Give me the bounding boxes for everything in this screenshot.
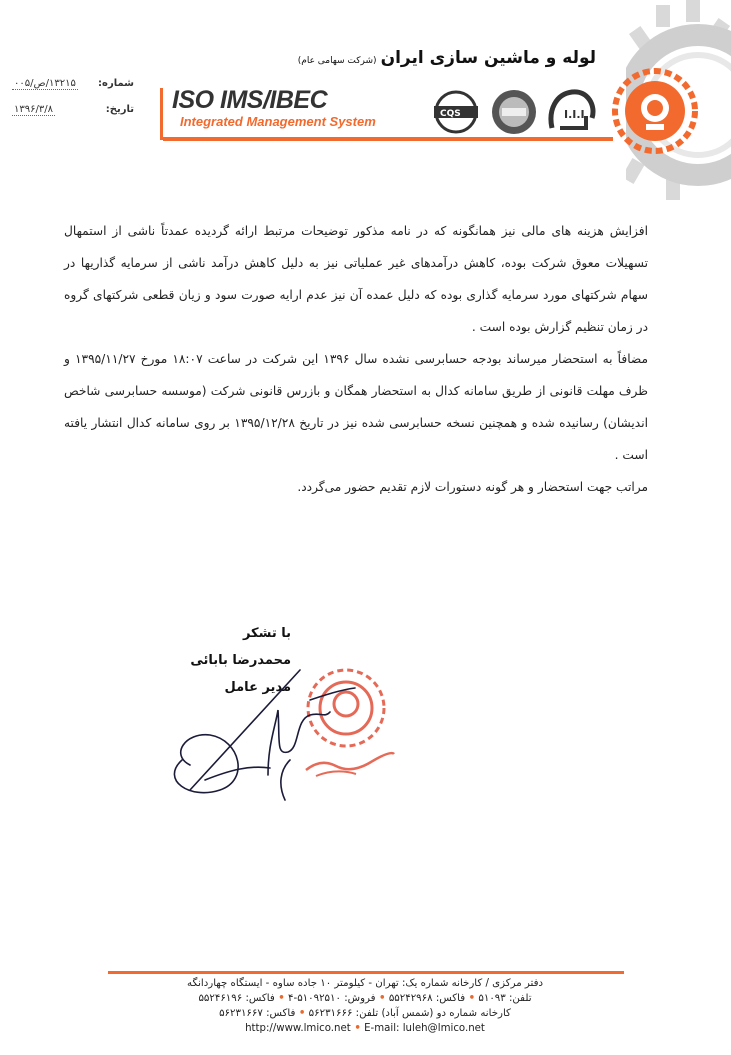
svg-text:CQS: CQS [440,109,461,119]
footer-sales: فروش: ۵۱۰۹۲۵۱۰-۴ [288,993,376,1004]
date-value: ۱۳۹۶/۳/۸ [14,104,53,115]
footer-email[interactable]: E-mail: luleh@lmico.net [364,1023,485,1034]
footer-website[interactable]: http://www.lmico.net [245,1023,351,1034]
signer-title: مدیر عامل [224,680,291,695]
paragraph-1: افزایش هزینه های مالی نیز همانگونه که در نامه مذکور توضیحات مرتبط ارائه گردیده عمدتاً ناشی از استمهال تسهیلات معوق شرکت بوده، کاهش درآمدهای غیر عملیاتی نیز به دلیل کاهش درآمد ناشی از سرمایه گذاریها در سهام شرکتهای مورد سرمایه گذاری بوده که دلیل عمده آن نیز عدم ارایه صورت سود و زیان قطعی شرکتهای گروه در زمان تنظیم گزارش بوده است . [64,224,648,334]
closing: با تشکر [242,626,291,641]
footer-contacts-2: کارخانه شماره دو (شمس آباد) تلفن: ۵۶۲۳۱۶۶۶ • فاکس: ۵۶۲۳۱۶۶۷ [219,1008,511,1019]
ref-number-row [12,78,134,90]
footer-phone: تلفن: ۵۱۰۹۳ [478,993,532,1004]
reference-block [12,78,134,130]
svg-text:I.I.I: I.I.I [564,108,585,121]
footer-factory2-fax: فاکس: ۵۶۲۳۱۶۶۷ [219,1008,296,1019]
certification-seal-icon [490,88,538,136]
date-label: تاریخ: [105,104,134,115]
paragraph-2: مضافاً به استحضار میرساند بودجه حسابرسی نشده سال ۱۳۹۶ این شرکت در ساعت ۱۸:۰۷ مورخ ۱۳۹۵/۱۱/۲۷ و ظرف مهلت قانونی از طریق سامانه کدال به استحضار همگان و بازرس قانونی شرکت (موسسه حسابرسی شاخص اندیشان) رسانیده شده و همچنین نسخه حسابرسی شده نیز در تاریخ ۱۳۹۵/۱۲/۲۸ بر روی سامانه کدال انتشار یافته است . [64,352,649,462]
standard-mark-icon [546,88,598,134]
handwritten-signature [150,640,380,820]
footer-web: E-mail: luleh@lmico.net • http://www.lmico.net [245,1023,485,1034]
footer-fax: فاکس: ۵۵۲۴۲۹۶۸ [388,993,466,1004]
footer-contacts-1: تلفن: ۵۱۰۹۳ • فاکس: ۵۵۲۴۲۹۶۸ • فروش: ۵۱۰۹۲۵۱۰-۴ • فاکس: ۵۵۲۴۶۱۹۶ [198,993,532,1004]
company-name: لوله و ماشین سازی ایران(شرکت سهامی عام) [297,48,596,68]
footer-address: دفتر مرکزی / کارخانه شماره یک: تهران - کیلومتر ۱۰ جاده ساوه - ایستگاه چهاردانگه [186,978,543,989]
header-vertical-divider [160,88,163,140]
footer-divider [108,971,624,974]
ref-number-value: ۱۳۲۱۵/ص/۰۰۵ [14,78,76,89]
ref-number-label: شماره: [98,78,134,89]
letter-body [64,215,648,503]
signer-name: محمدرضا بابائی [190,653,291,668]
date-row [12,104,134,116]
header-divider [163,137,613,141]
company-logo [612,68,698,154]
iso-title: ISO IMS/IBEC [172,86,328,114]
company-type: (شرکت سهامی عام) [297,56,377,66]
footer-factory2: کارخانه شماره دو (شمس آباد) تلفن: ۵۶۲۳۱۶۶۶ [308,1008,511,1019]
ims-subtitle: Integrated Management System [180,114,376,129]
footer [100,976,630,1036]
footer-fax-2: فاکس: ۵۵۲۴۶۱۹۶ [198,993,275,1004]
quality-certification-icon [430,90,482,134]
paragraph-3: مراتب جهت استحضار و هر گونه دستورات لازم تقدیم حضور می‌گردد. [297,480,648,494]
